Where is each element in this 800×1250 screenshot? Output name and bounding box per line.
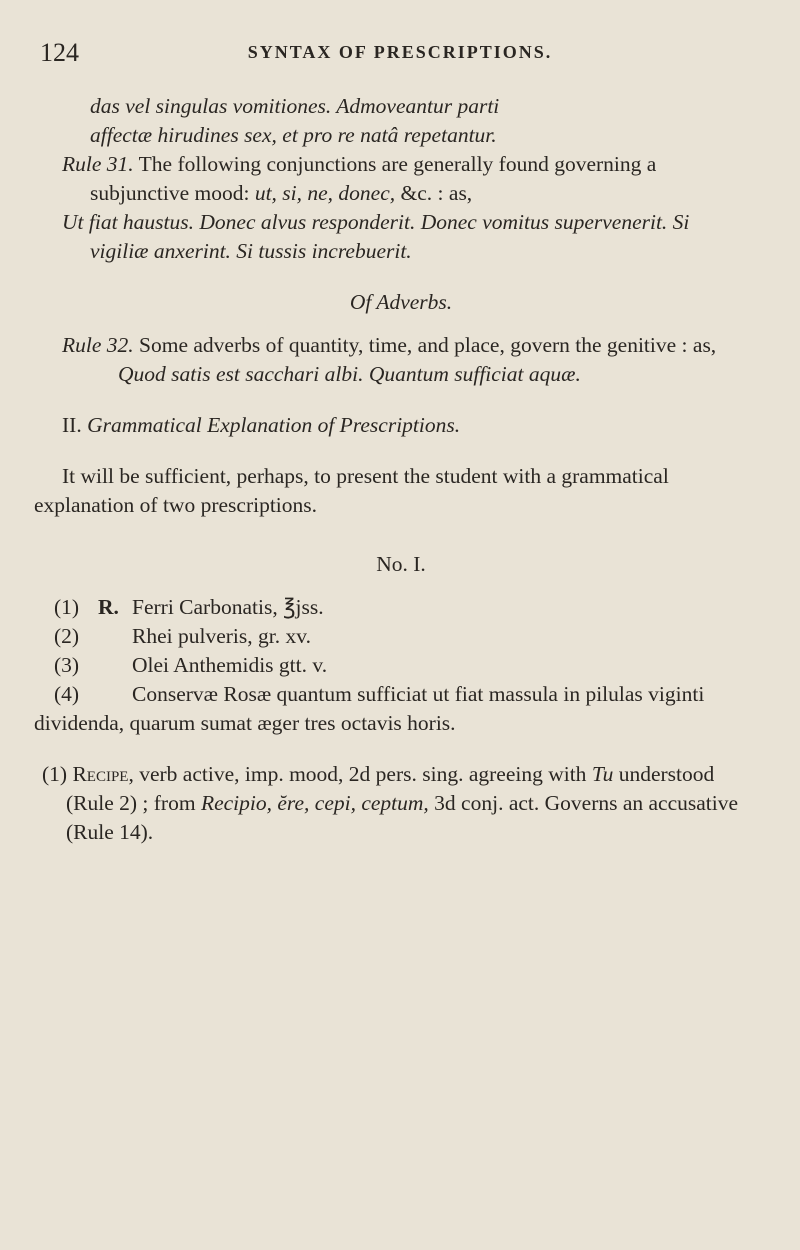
explanation-text: 3d conj. act. Governs an accusative (Rule 14).: [66, 791, 739, 844]
section-number: II.: [62, 413, 82, 437]
running-title: SYNTAX OF PRESCRIPTIONS.: [247, 42, 553, 62]
ingredient: Conservæ Rosæ quantum sufficiat ut fiat massula in pilulas viginti dividenda, quarum sumat æger tres octavis horis.: [34, 682, 705, 735]
rule-31-text: The following conjunctions are generally found governing a subjunctive mood:: [90, 152, 657, 205]
ingredient: Rhei pulveris, gr. xv.: [132, 624, 311, 648]
continued-line: affectæ hirudines sex, et pro re natâ repetantur.: [90, 123, 497, 147]
line-number: (1): [54, 595, 80, 619]
explanation-forms: Recipio, ĕre, cepi, ceptum,: [200, 791, 429, 815]
prescription-line: [54, 593, 740, 622]
explanation-number: (1): [42, 762, 68, 786]
explanation-text: understood (Rule 2) ; from: [66, 762, 715, 815]
prescription-line-4: [34, 680, 740, 738]
rule-32-label: Rule 32.: [62, 333, 134, 357]
section-heading-adverbs: Of Adverbs.: [349, 290, 453, 314]
ingredient: Ferri Carbonatis, ℥jss.: [132, 595, 324, 619]
line-number: (3): [54, 653, 80, 677]
page-number: 124: [40, 38, 79, 67]
rule-31-example: Ut fiat haustus. Donec alvus responderit. Donec vomitus supervenerit. Si vigiliæ anxerint. Si tussis increbuerit.: [62, 210, 690, 263]
rule-31-paragraph: [62, 150, 740, 208]
prescription-line: [54, 651, 740, 680]
rule-31-tail: &c. : as,: [400, 181, 473, 205]
section-heading-grammatical: [62, 411, 740, 440]
explanation-word: Recipe,: [72, 762, 134, 786]
rule-31-conjunctions: ut, si, ne, donec,: [254, 181, 396, 205]
rule-31-label: Rule 31.: [62, 152, 134, 176]
line-number: (2): [54, 624, 80, 648]
prescription-line: [54, 622, 740, 651]
intro-paragraph: It will be sufficient, perhaps, to present the student with a grammatical explanation of two prescriptions.: [34, 464, 669, 517]
explanation-pronoun: Tu: [591, 762, 614, 786]
explanation-text: verb active, imp. mood, 2d pers. sing. agreeing with: [139, 762, 587, 786]
ingredient: Olei Anthemidis gtt. v.: [132, 653, 328, 677]
rule-32-paragraph: [62, 331, 740, 360]
explanation-paragraph: [42, 760, 740, 847]
rule-32-text: Some adverbs of quantity, time, and place, govern the genitive : as,: [139, 333, 717, 357]
line-number: (4): [54, 682, 80, 706]
rule-32-example: Quod satis est sacchari albi. Quantum sufficiat aquæ.: [118, 362, 581, 386]
page-body: [34, 92, 740, 847]
prescription-list: [34, 593, 740, 738]
prescription-heading: No. I.: [376, 552, 426, 576]
continued-line: das vel singulas vomitiones. Admoveantur parti: [90, 94, 500, 118]
page-header: [40, 38, 760, 68]
section-title: Grammatical Explanation of Prescriptions.: [87, 413, 461, 437]
recipe-symbol: R.: [98, 595, 119, 619]
